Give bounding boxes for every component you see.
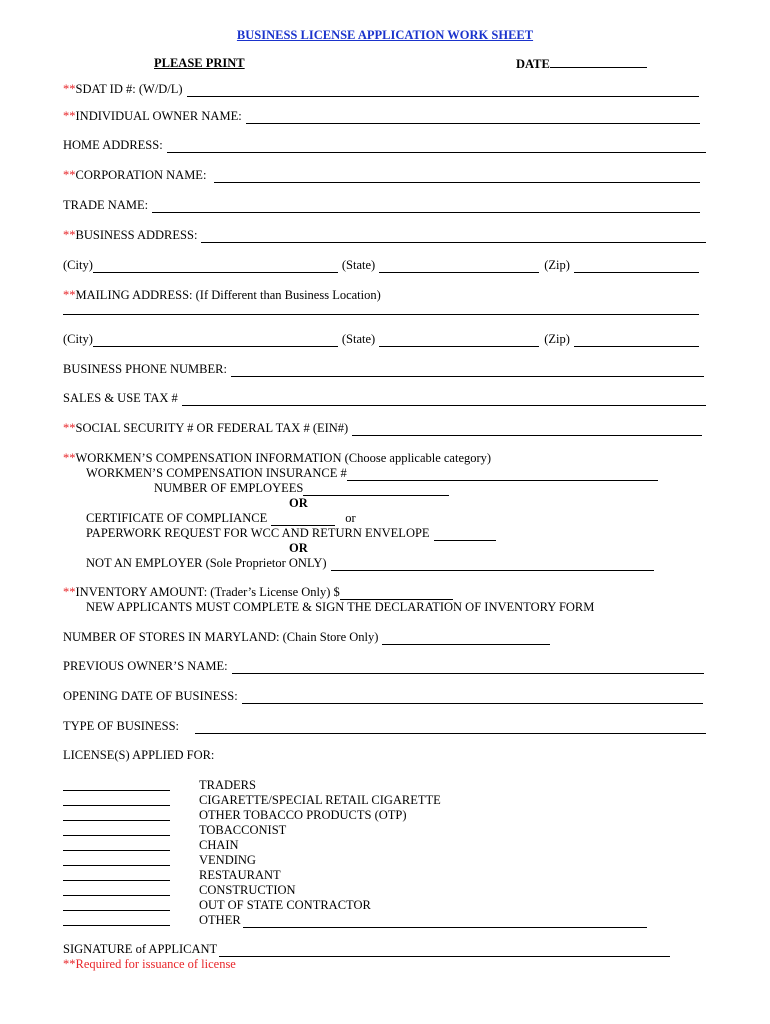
license-checkline-construction[interactable] [63,884,170,896]
license-checkline-otp[interactable] [63,809,170,821]
state-label: (State) [341,258,376,272]
corporation-name-field[interactable] [63,168,700,183]
date-label: DATE [516,57,550,71]
business-state-line[interactable] [379,261,539,273]
sdat-id-label: SDAT ID #: (W/D/L) [75,82,183,96]
number-of-employees-field[interactable] [154,481,449,496]
not-employer-label: NOT AN EMPLOYER (Sole Proprietor ONLY) [86,556,327,570]
opening-date-line[interactable] [242,692,703,704]
city-label: (City) [63,258,93,272]
ssn-ein-line[interactable] [352,424,702,436]
paperwork-line[interactable] [434,529,496,541]
business-phone-label: BUSINESS PHONE NUMBER: [63,362,227,376]
workmens-heading-text: WORKMEN’S COMPENSATION INFORMATION (Choose applicable category) [75,451,492,465]
business-address-line[interactable] [201,231,706,243]
license-label-traders: TRADERS [199,778,256,792]
signature-line[interactable] [219,945,670,957]
inventory-amount-label: INVENTORY AMOUNT: (Trader’s License Only) $ [75,585,340,599]
date-line[interactable] [550,56,647,68]
licenses-applied-label: LICENSE(S) APPLIED FOR: [63,748,215,762]
mailing-address-field [63,288,381,303]
license-checkline-out-of-state[interactable] [63,899,170,911]
license-label-vending: VENDING [199,853,256,867]
workmens-insurance-line[interactable] [347,469,658,481]
license-checkline-restaurant[interactable] [63,869,170,881]
sdat-id-line[interactable] [187,85,699,97]
state-label: (State) [341,332,376,346]
mailing-city-state-zip[interactable] [63,332,700,347]
workmens-insurance-field[interactable] [86,466,658,481]
required-marker: ** [63,168,76,182]
business-address-label: BUSINESS ADDRESS: [75,228,198,242]
business-address-field[interactable] [63,228,706,243]
certificate-label: CERTIFICATE OF COMPLIANCE [86,511,268,525]
number-of-stores-label: NUMBER OF STORES IN MARYLAND: (Chain Store Only) [63,630,379,644]
signature-label: SIGNATURE of APPLICANT [63,942,218,956]
license-checkline-other[interactable] [63,914,170,926]
mailing-state-line[interactable] [379,335,539,347]
individual-owner-field[interactable] [63,109,700,124]
workmens-insurance-label: WORKMEN’S COMPENSATION INSURANCE # [86,466,347,480]
required-marker: ** [63,421,76,435]
mailing-zip-line[interactable] [574,335,699,347]
required-marker: ** [63,451,76,465]
required-marker: ** [63,288,76,302]
license-checkline-tobacconist[interactable] [63,824,170,836]
or-separator: OR [289,541,308,555]
type-of-business-field[interactable] [63,719,706,734]
or-lower-label: or [345,511,356,525]
required-marker: ** [63,585,76,599]
sales-tax-line[interactable] [182,394,706,406]
home-address-label: HOME ADDRESS: [63,138,163,152]
required-marker: ** [63,109,76,123]
or-separator: OR [289,496,308,510]
license-checkline-cigarette[interactable] [63,794,170,806]
opening-date-label: OPENING DATE OF BUSINESS: [63,689,238,703]
home-address-line[interactable] [167,141,706,153]
license-label-otp: OTHER TOBACCO PRODUCTS (OTP) [199,808,407,822]
license-label-construction: CONSTRUCTION [199,883,296,897]
zip-label: (Zip) [544,258,570,272]
number-of-employees-label: NUMBER OF EMPLOYEES [154,481,304,495]
previous-owner-line[interactable] [232,662,704,674]
trade-name-field[interactable] [63,198,700,213]
paperwork-label: PAPERWORK REQUEST FOR WCC AND RETURN ENVELOPE [86,526,430,540]
license-other-line[interactable] [243,916,647,928]
license-label-tobacconist: TOBACCONIST [199,823,287,837]
license-label-other: OTHER [199,913,241,927]
city-label: (City) [63,332,93,346]
business-city-line[interactable] [93,261,338,273]
type-of-business-label: TYPE OF BUSINESS: [63,719,179,733]
number-of-stores-field[interactable] [63,630,550,645]
mailing-address-label: MAILING ADDRESS: (If Different than Business Location) [75,288,381,302]
trade-name-label: TRADE NAME: [63,198,149,212]
trade-name-line[interactable] [152,201,700,213]
individual-owner-label: INDIVIDUAL OWNER NAME: [75,109,242,123]
paperwork-request-field[interactable] [86,526,496,541]
signature-field[interactable] [63,942,670,957]
corporation-name-label: CORPORATION NAME: [75,168,207,182]
inventory-amount-field[interactable] [63,585,453,600]
ssn-ein-field[interactable] [63,421,702,436]
mailing-city-line[interactable] [93,335,338,347]
type-of-business-line[interactable] [195,722,706,734]
certificate-line[interactable] [271,514,335,526]
number-of-stores-line[interactable] [382,633,550,645]
license-other-field[interactable] [199,913,647,928]
home-address-field[interactable] [63,138,706,153]
inventory-amount-line[interactable] [340,588,453,600]
form-title: BUSINESS LICENSE APPLICATION WORK SHEET [236,28,534,42]
business-zip-line[interactable] [574,261,699,273]
not-employer-line[interactable] [331,559,654,571]
number-of-employees-line[interactable] [303,484,449,496]
ssn-ein-label: SOCIAL SECURITY # OR FEDERAL TAX # (EIN#) [75,421,349,435]
mailing-address-line[interactable] [63,304,699,315]
individual-owner-line[interactable] [246,112,700,124]
previous-owner-field[interactable] [63,659,704,674]
sales-tax-field[interactable] [63,391,706,406]
opening-date-field[interactable] [63,689,703,704]
license-label-restaurant: RESTAURANT [199,868,281,882]
not-an-employer-field[interactable] [86,556,654,571]
required-marker: ** [63,82,76,96]
license-label-cigarette: CIGARETTE/SPECIAL RETAIL CIGARETTE [199,793,441,807]
license-checkline-traders[interactable] [63,779,170,791]
license-label-chain: CHAIN [199,838,239,852]
inventory-note: NEW APPLICANTS MUST COMPLETE & SIGN THE DECLARATION OF INVENTORY FORM [86,600,595,614]
license-checkline-vending[interactable] [63,854,170,866]
business-phone-line[interactable] [231,365,704,377]
zip-label: (Zip) [544,332,570,346]
required-note: **Required for issuance of license [63,957,236,971]
license-label-out-of-state: OUT OF STATE CONTRACTOR [199,898,371,912]
date-field[interactable] [516,56,647,72]
business-phone-field[interactable] [63,362,704,377]
sdat-id-field[interactable] [63,82,699,97]
previous-owner-label: PREVIOUS OWNER’S NAME: [63,659,228,673]
please-print-label: PLEASE PRINT [154,56,245,70]
corporation-name-line[interactable] [214,171,700,183]
sales-tax-label: SALES & USE TAX # [63,391,178,405]
workmens-heading [63,451,491,466]
required-marker: ** [63,228,76,242]
certificate-of-compliance-field[interactable] [86,511,356,526]
business-city-state-zip[interactable] [63,258,700,273]
license-checkline-chain[interactable] [63,839,170,851]
